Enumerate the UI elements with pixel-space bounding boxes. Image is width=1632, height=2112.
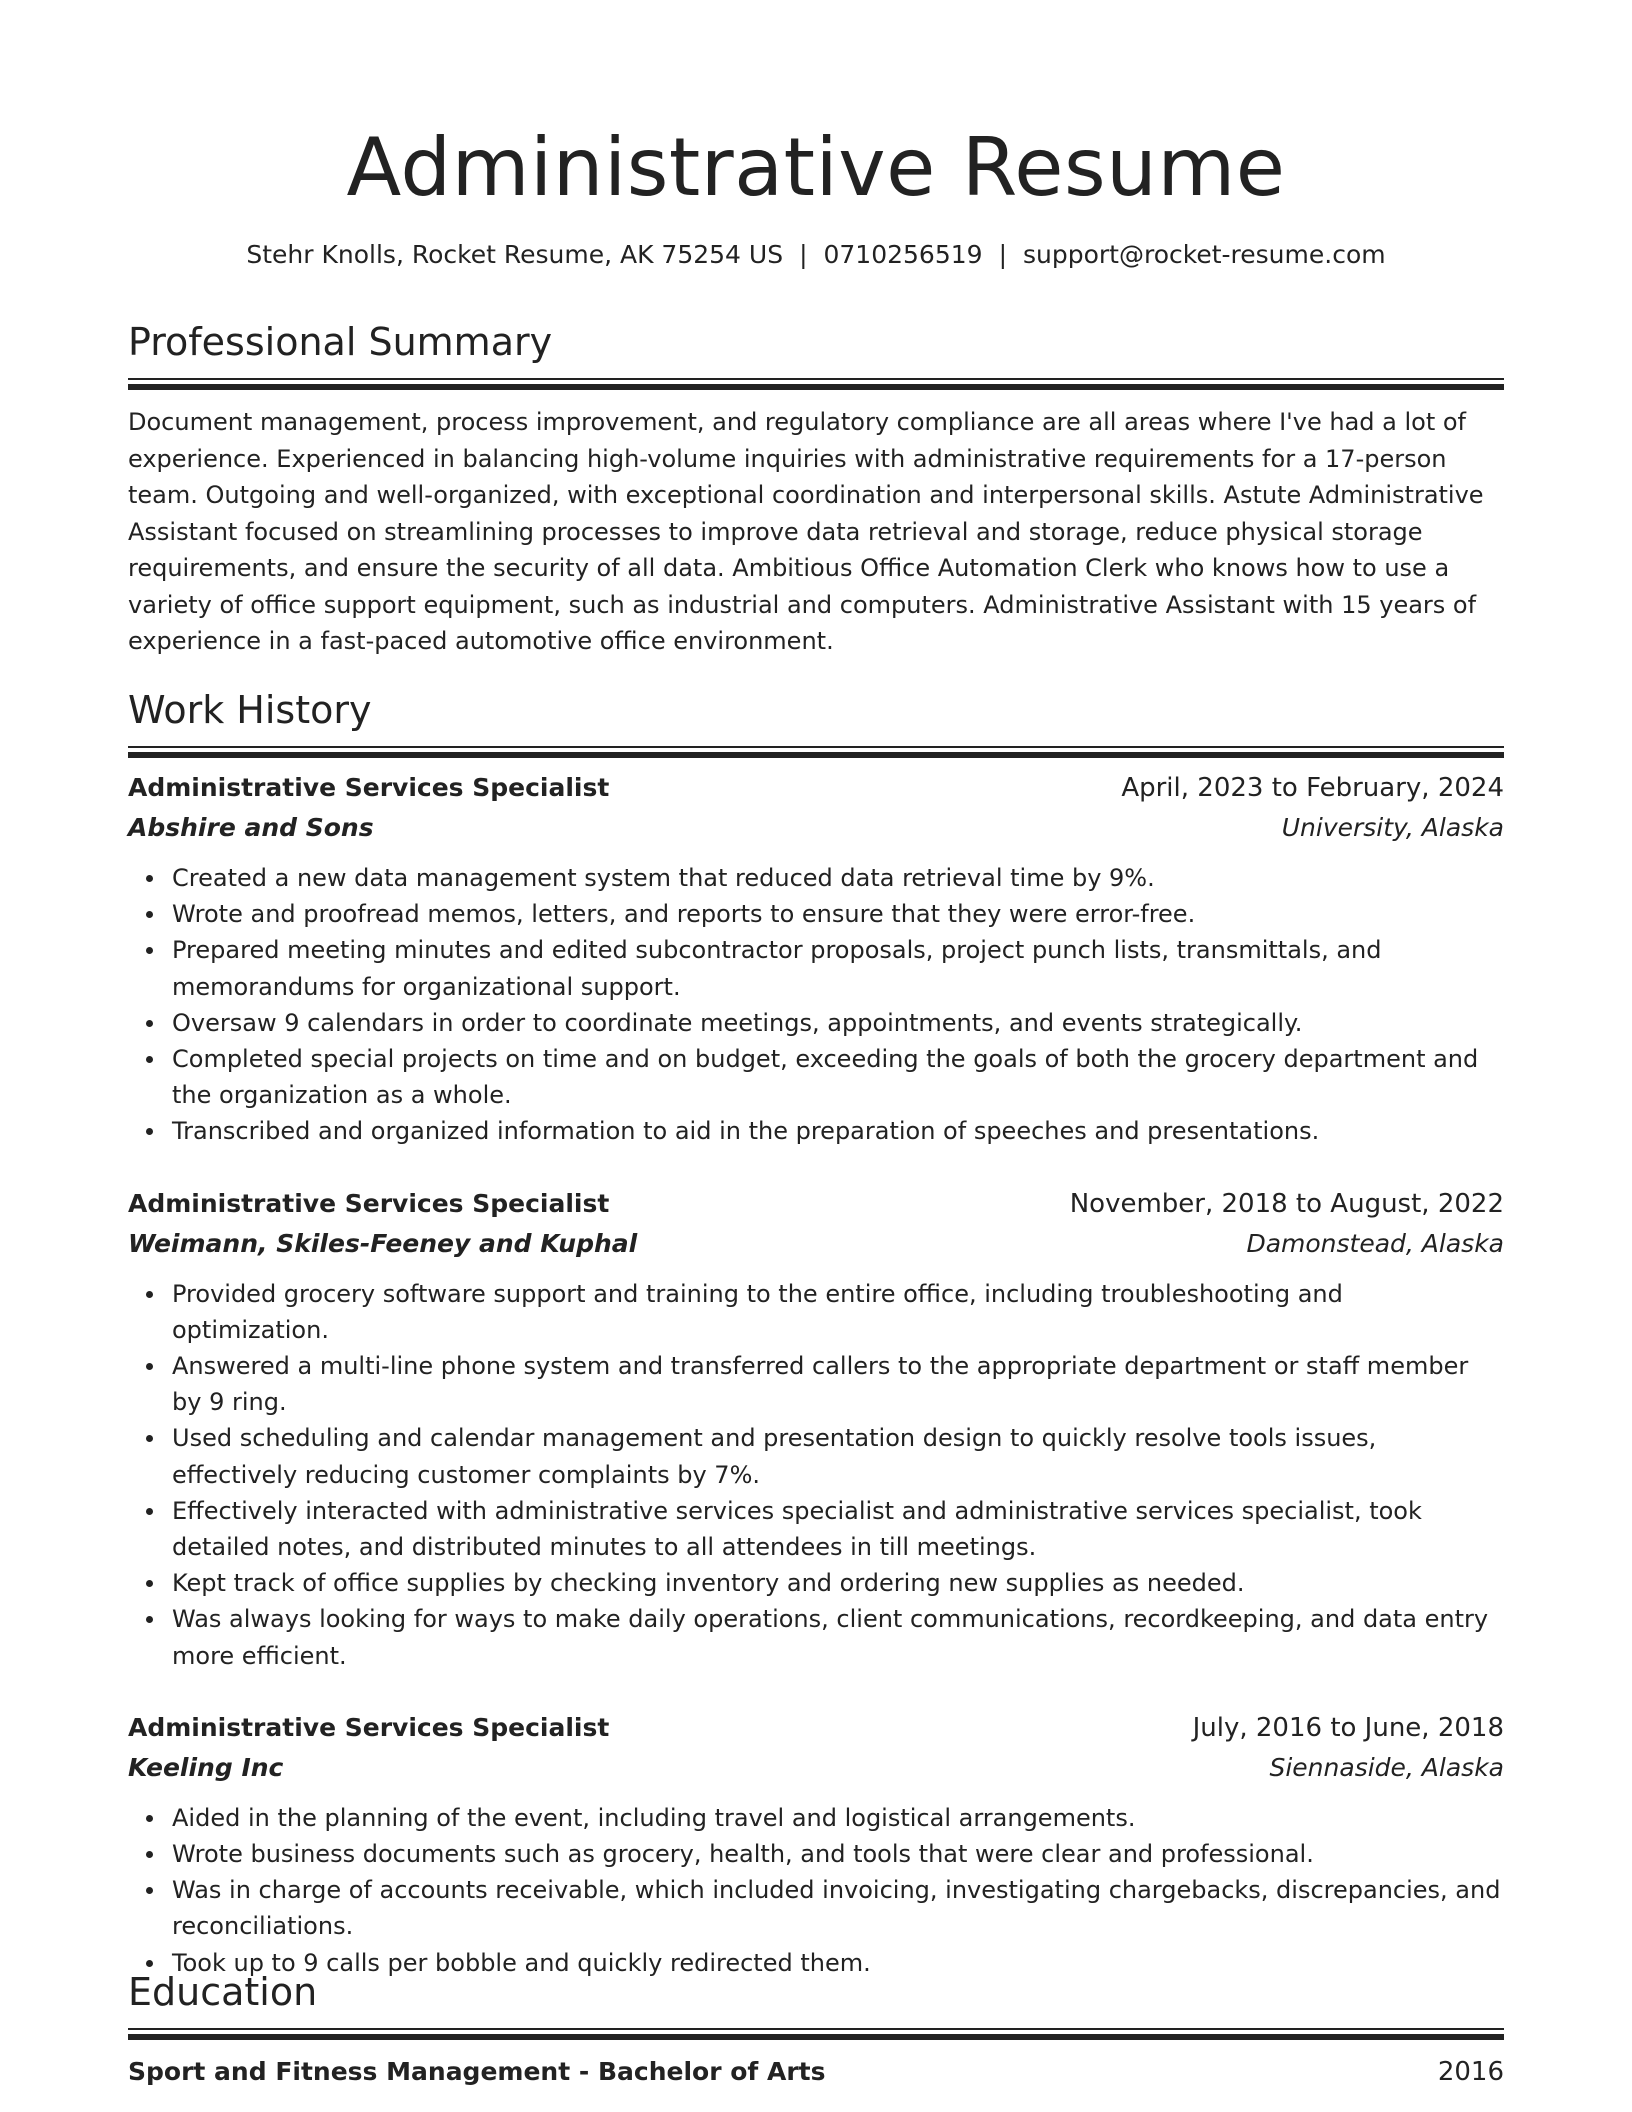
job-bullet: Wrote business documents such as grocery, health, and tools that were clear and professional.	[172, 1836, 1504, 1872]
job-subheader	[128, 1748, 1504, 1788]
job-location: Siennaside, Alaska	[1269, 1752, 1504, 1782]
professional-summary-section	[128, 318, 1504, 660]
job-dates: November, 2018 to August, 2022	[1069, 1188, 1504, 1219]
resume-title: Administrative Resume	[346, 121, 1286, 214]
job-bullet: Was always looking for ways to make daily operations, client communications, recordkeeping, and data entry more efficient.	[172, 1601, 1504, 1673]
job-bullet: Aided in the planning of the event, including travel and logistical arrangements.	[172, 1800, 1504, 1836]
contact-phone: 0710256519	[823, 240, 983, 269]
education-year: 2016	[1437, 2057, 1504, 2087]
education-section	[128, 1968, 1504, 2092]
contact-address: Stehr Knolls, Rocket Resume, AK 75254 US	[246, 240, 784, 269]
job-title: Administrative Services Specialist	[128, 1712, 610, 1742]
section-divider	[128, 2028, 1504, 2038]
job-bullet: Oversaw 9 calendars in order to coordinate meetings, appointments, and events strategically.	[172, 1005, 1504, 1041]
section-divider	[128, 378, 1504, 388]
education-degree: Sport and Fitness Management - Bachelor of Arts	[128, 2057, 826, 2086]
job-bullet: Answered a multi-line phone system and transferred callers to the appropriate department or staff member by 9 ring.	[172, 1348, 1504, 1420]
job-dates: April, 2023 to February, 2024	[1121, 773, 1504, 803]
job-bullets	[128, 1800, 1504, 1981]
contact-separator: |	[799, 240, 808, 269]
job-entry	[128, 1708, 1504, 1981]
job-header	[128, 768, 1504, 808]
job-bullet: Used scheduling and calendar management and presentation design to quickly resolve tools issues, effectively reducing customer complaints by 7%.	[172, 1420, 1504, 1492]
job-bullet: Transcribed and organized information to aid in the preparation of speeches and presentations.	[172, 1113, 1504, 1149]
job-bullet: Prepared meeting minutes and edited subcontractor proposals, project punch lists, transmittals, and memorandums for organizational support.	[172, 932, 1504, 1004]
section-heading: Education	[128, 1970, 318, 2014]
summary-text: Document management, process improvement, and regulatory compliance are all areas where I've had a lot of experience. Experienced in balancing high-volume inquiries with administrative requirements for a 17-person team. Outgoing and well-organized, with exceptional coordination and interpersonal skills. Astute Administrative Assistant focused on streamlining processes to improve data retrieval and storage, reduce physical storage requirements, and ensure the security of all data. Ambitious Office Automation Clerk who knows how to use a variety of office support equipment, such as industrial and computers. Administrative Assistant with 15 years of experience in a fast-paced automotive office environment.	[128, 408, 1484, 655]
contact-email: support@rocket-resume.com	[1023, 240, 1386, 269]
job-company: Abshire and Sons	[128, 813, 374, 842]
job-entry	[128, 768, 1504, 1150]
job-company: Weimann, Skiles-Feeney and Kuphal	[128, 1228, 638, 1258]
section-heading: Work History	[128, 688, 372, 732]
work-history-section	[128, 686, 1504, 1981]
job-title: Administrative Services Specialist	[128, 1188, 610, 1218]
job-bullet: Kept track of office supplies by checking inventory and ordering new supplies as needed.	[172, 1565, 1504, 1601]
job-bullet: Provided grocery software support and training to the entire office, including troubleshooting and optimization.	[172, 1276, 1504, 1348]
job-entry	[128, 1184, 1504, 1674]
job-company: Keeling Inc	[128, 1752, 284, 1782]
job-location: Damonstead, Alaska	[1246, 1228, 1504, 1258]
job-bullet: Took up to 9 calls per bobble and quickly redirected them.	[172, 1945, 1504, 1981]
job-title: Administrative Services Specialist	[128, 773, 610, 802]
job-subheader	[128, 1224, 1504, 1264]
job-header	[128, 1708, 1504, 1748]
job-bullet: Created a new data management system that reduced data retrieval time by 9%.	[172, 860, 1504, 896]
section-divider	[128, 746, 1504, 756]
section-heading: Professional Summary	[128, 320, 553, 364]
job-bullet: Completed special projects on time and on budget, exceeding the goals of both the grocery department and the organization as a whole.	[172, 1041, 1504, 1113]
contact-separator: |	[998, 240, 1007, 269]
job-bullets	[128, 1276, 1504, 1674]
job-location: University, Alaska	[1281, 813, 1504, 842]
job-subheader	[128, 808, 1504, 848]
job-header	[128, 1184, 1504, 1224]
job-bullet: Wrote and proofread memos, letters, and reports to ensure that they were error-free.	[172, 896, 1504, 932]
education-entry	[128, 2052, 1504, 2092]
job-bullets	[128, 860, 1504, 1150]
job-dates: July, 2016 to June, 2018	[1192, 1712, 1504, 1743]
job-bullet: Effectively interacted with administrative services specialist and administrative services specialist, took detailed notes, and distributed minutes to all attendees in till meetings.	[172, 1493, 1504, 1565]
contact-line	[128, 238, 1504, 272]
job-bullet: Was in charge of accounts receivable, which included invoicing, investigating chargebacks, discrepancies, and reconciliations.	[172, 1872, 1504, 1944]
